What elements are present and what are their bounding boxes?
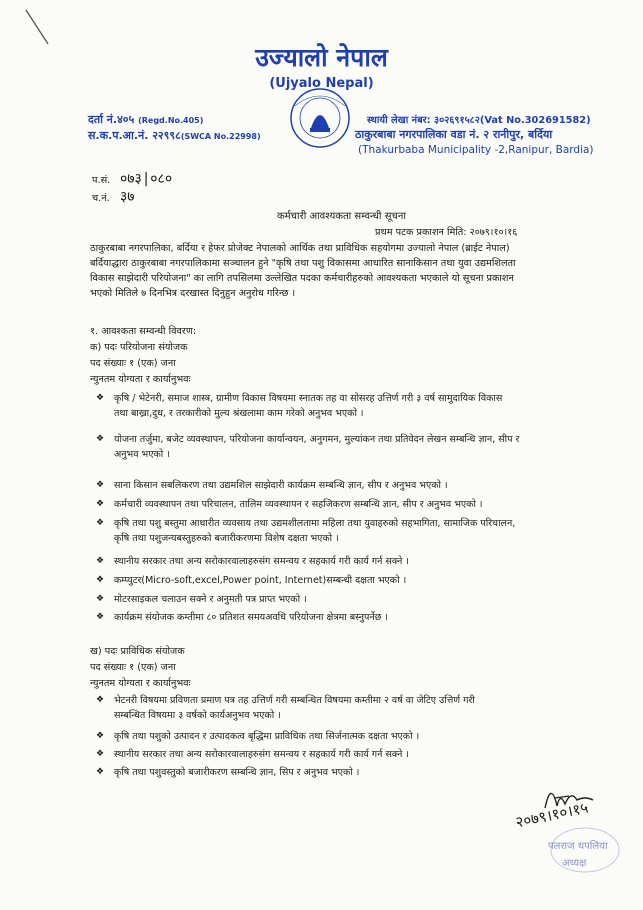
ps-label: प.सं.: [92, 175, 111, 186]
post-label: क) पदः परियोजना संयोजक: [90, 342, 188, 353]
bullet-icon: ❖: [96, 556, 105, 566]
list-item: ❖ भेटनरी विषयमा प्रविणता प्रमाण पत्र तह उत्तिर्ण गरी सम्बन्धित विषयमा कम्तीमा २ वर्ष वा जेटिए उत्तिर्ण गरी सम्बन्धित विषयमा ३ वर्षको कार्यअनुभव भएको ।: [96, 695, 475, 721]
org-name-en: (Ujyalo Nepal): [269, 76, 374, 91]
list-item: ❖ कृषि तथा पशु बस्तुमा आधारीत व्यवसाय तथा उद्यमशीलतामा महिला तथा युवाहरुको सहभागिता, सामाजिक परिचालन, कृषि तथा पशुजन्यबस्तुहरुको बजारीकरणमा विशेष दक्षता भएको ।: [96, 518, 516, 544]
publish-date: प्रथम पटक प्रकाशन मिति: २०७९।१०।१६: [375, 227, 518, 238]
list-item: ❖ स्थानीय सरकार तथा अन्य सरोकारवालाहरुसंग समन्वय र सहकार्य गरी कार्य गर्न सक्ने ।: [96, 749, 409, 760]
post-count: पद संख्याः १ (एक) जना: [90, 358, 176, 369]
qualification-heading: न्युनतम योग्यता र कार्यानुभवः: [90, 374, 191, 385]
list-item: ❖ कृषि / भेटेनरी, समाज शास्त्र, ग्रामीण विकास विषयमा स्नातक तह वा सोसरह उत्तिर्ण गरी ३ वर्ष सामुदायिक विकास तथा बाख्रा,दुध, र तरकारीको मुल्य श्रंखलामा काम गरेको अनुभव भएको ।: [96, 393, 503, 419]
bullet-icon: ❖: [96, 480, 105, 490]
cn-value: ३७: [120, 189, 135, 205]
bullet-icon: ❖: [96, 749, 105, 759]
bullet-icon: ❖: [96, 612, 105, 622]
bullet-icon: ❖: [96, 731, 105, 741]
list-item: ❖ कृषि तथा पशुवस्तुको बजारीकरण सम्बन्धि ज्ञान, सिप र अनुभव भएको ।: [96, 767, 360, 778]
bullet-icon: ❖: [96, 594, 105, 604]
address-en: (Thakurbaba Municipality -2,Ranipur, Bardia): [358, 144, 594, 156]
org-name-np: उज्यालो नेपाल: [255, 43, 388, 72]
ujyalo-nepal-logo: [285, 86, 355, 150]
bullet-icon: ❖: [96, 393, 105, 403]
list-item: ❖ मोटरसाइकल चलाउन सक्ने र अनुमती पत्र प्राप्त भएको ।: [96, 594, 307, 605]
list-item: ❖ कार्यक्रम संयोजक कम्तीमा ८० प्रतिशत समयअवधि परियोजना क्षेत्रमा बस्नुपर्नेछ ।: [96, 612, 388, 623]
bullet-icon: ❖: [96, 499, 105, 509]
intro-line: भएको मितिले ७ दिनभित्र दरखास्त दिनुहुन अनुरोध गरिन्छ ।: [90, 288, 296, 299]
section-heading: १. आवश्कता सम्वन्धी विवरण:: [90, 326, 197, 337]
list-item: ❖ साना किसान सबलिकरण तथा उद्यमशिल साझेदारी कार्यक्रम सम्बन्धि ज्ञान, सीप र अनुभव भएको ।: [96, 480, 448, 491]
registration-number: दर्ता नं.४०५ (Regd.No.405): [88, 113, 204, 126]
swca-number: स.क.प.आ.नं. २२९९८(SWCA No.22998): [88, 129, 261, 142]
list-item: ❖ कम्प्युटर(Micro-soft,excel,Power point, Internet)सम्बन्धी दक्षता भएको ।: [96, 575, 407, 586]
signature-date: २०७९।१०।१५: [513, 798, 590, 832]
vat-number: स्थायी लेखा नंबर: ३०२६९१५८२(Vat No.302691582): [367, 115, 591, 126]
intro-line: बर्दियाद्धारा ठाकुरबाबा नगरपालिकामा सञ्चालन हुने "कृषि तथा पशु विकासमा आधारित सानाकिसान तथा युवा उद्यमशिलता: [90, 258, 516, 269]
stamp-title: अध्यक्ष: [562, 858, 587, 869]
ps-value: ०७३|०८०: [120, 171, 173, 187]
list-item: ❖ कर्मचारी व्यवस्थापन तथा परिचालन, तालिम व्यवस्थापन र सहजिकरण सम्बन्धि ज्ञान, सीप र अनुभव भएको ।: [96, 499, 483, 510]
list-item: ❖ स्थानीय सरकार तथा अन्य सरोकारवालाहरुसंग समन्वय र सहकार्य गरी कार्य गर्न सक्ने ।: [96, 556, 409, 567]
bullet-icon: ❖: [96, 767, 105, 777]
list-item: ❖ कृषि तथा पशुको उत्पादन र उत्पादकत्व बृद्धिमा प्राविधिक तथा सिर्जनात्मक दक्षता भएको ।: [96, 731, 420, 742]
cn-label: च.नं.: [92, 193, 110, 204]
bullet-icon: ❖: [96, 518, 105, 528]
notice-title: कर्मचारी आवश्यकता सम्वन्धी सूचना: [277, 211, 406, 222]
bullet-icon: ❖: [96, 695, 105, 705]
intro-line: विकास साझेदारी परियोजना" का लागि तपसिलमा उल्लेखित पदका कर्मचारीहरुको आवश्यकता भएकाले यो सूचना प्रकाशन: [90, 273, 514, 284]
post-label: ख) पदः प्राविधिक संयोजक: [90, 646, 185, 657]
bullet-icon: ❖: [96, 434, 105, 444]
stamp-name: पलराज थपलिया: [548, 841, 608, 852]
list-item: ❖ योजना तर्जुमा, बजेट व्यवस्थापन, परियोजना कार्यान्वयन, अनुगमन, मुल्यांकन तथा प्रतिवेदन लेखन सम्बन्धि ज्ञान, सीप र अनुभव भएको ।: [96, 434, 520, 460]
post-count: पद संख्याः १ (एक) जना: [90, 662, 176, 673]
qualification-heading: न्युनतम योग्यता र कार्यानुभवः: [90, 678, 191, 689]
intro-line: ठाकुरबाबा नगरपालिका, बर्दिया र हेफर प्रोजेक्ट नेपालको आर्थिक तथा प्राविधिक सहयोगमा उज्यालो नेपाल (ब्राईट नेपाल): [90, 243, 510, 254]
bullet-icon: ❖: [96, 575, 105, 585]
address-np: ठाकुरबाबा नगरपालिका वडा नं. २ रानीपुर, बर्दिया: [355, 128, 553, 141]
